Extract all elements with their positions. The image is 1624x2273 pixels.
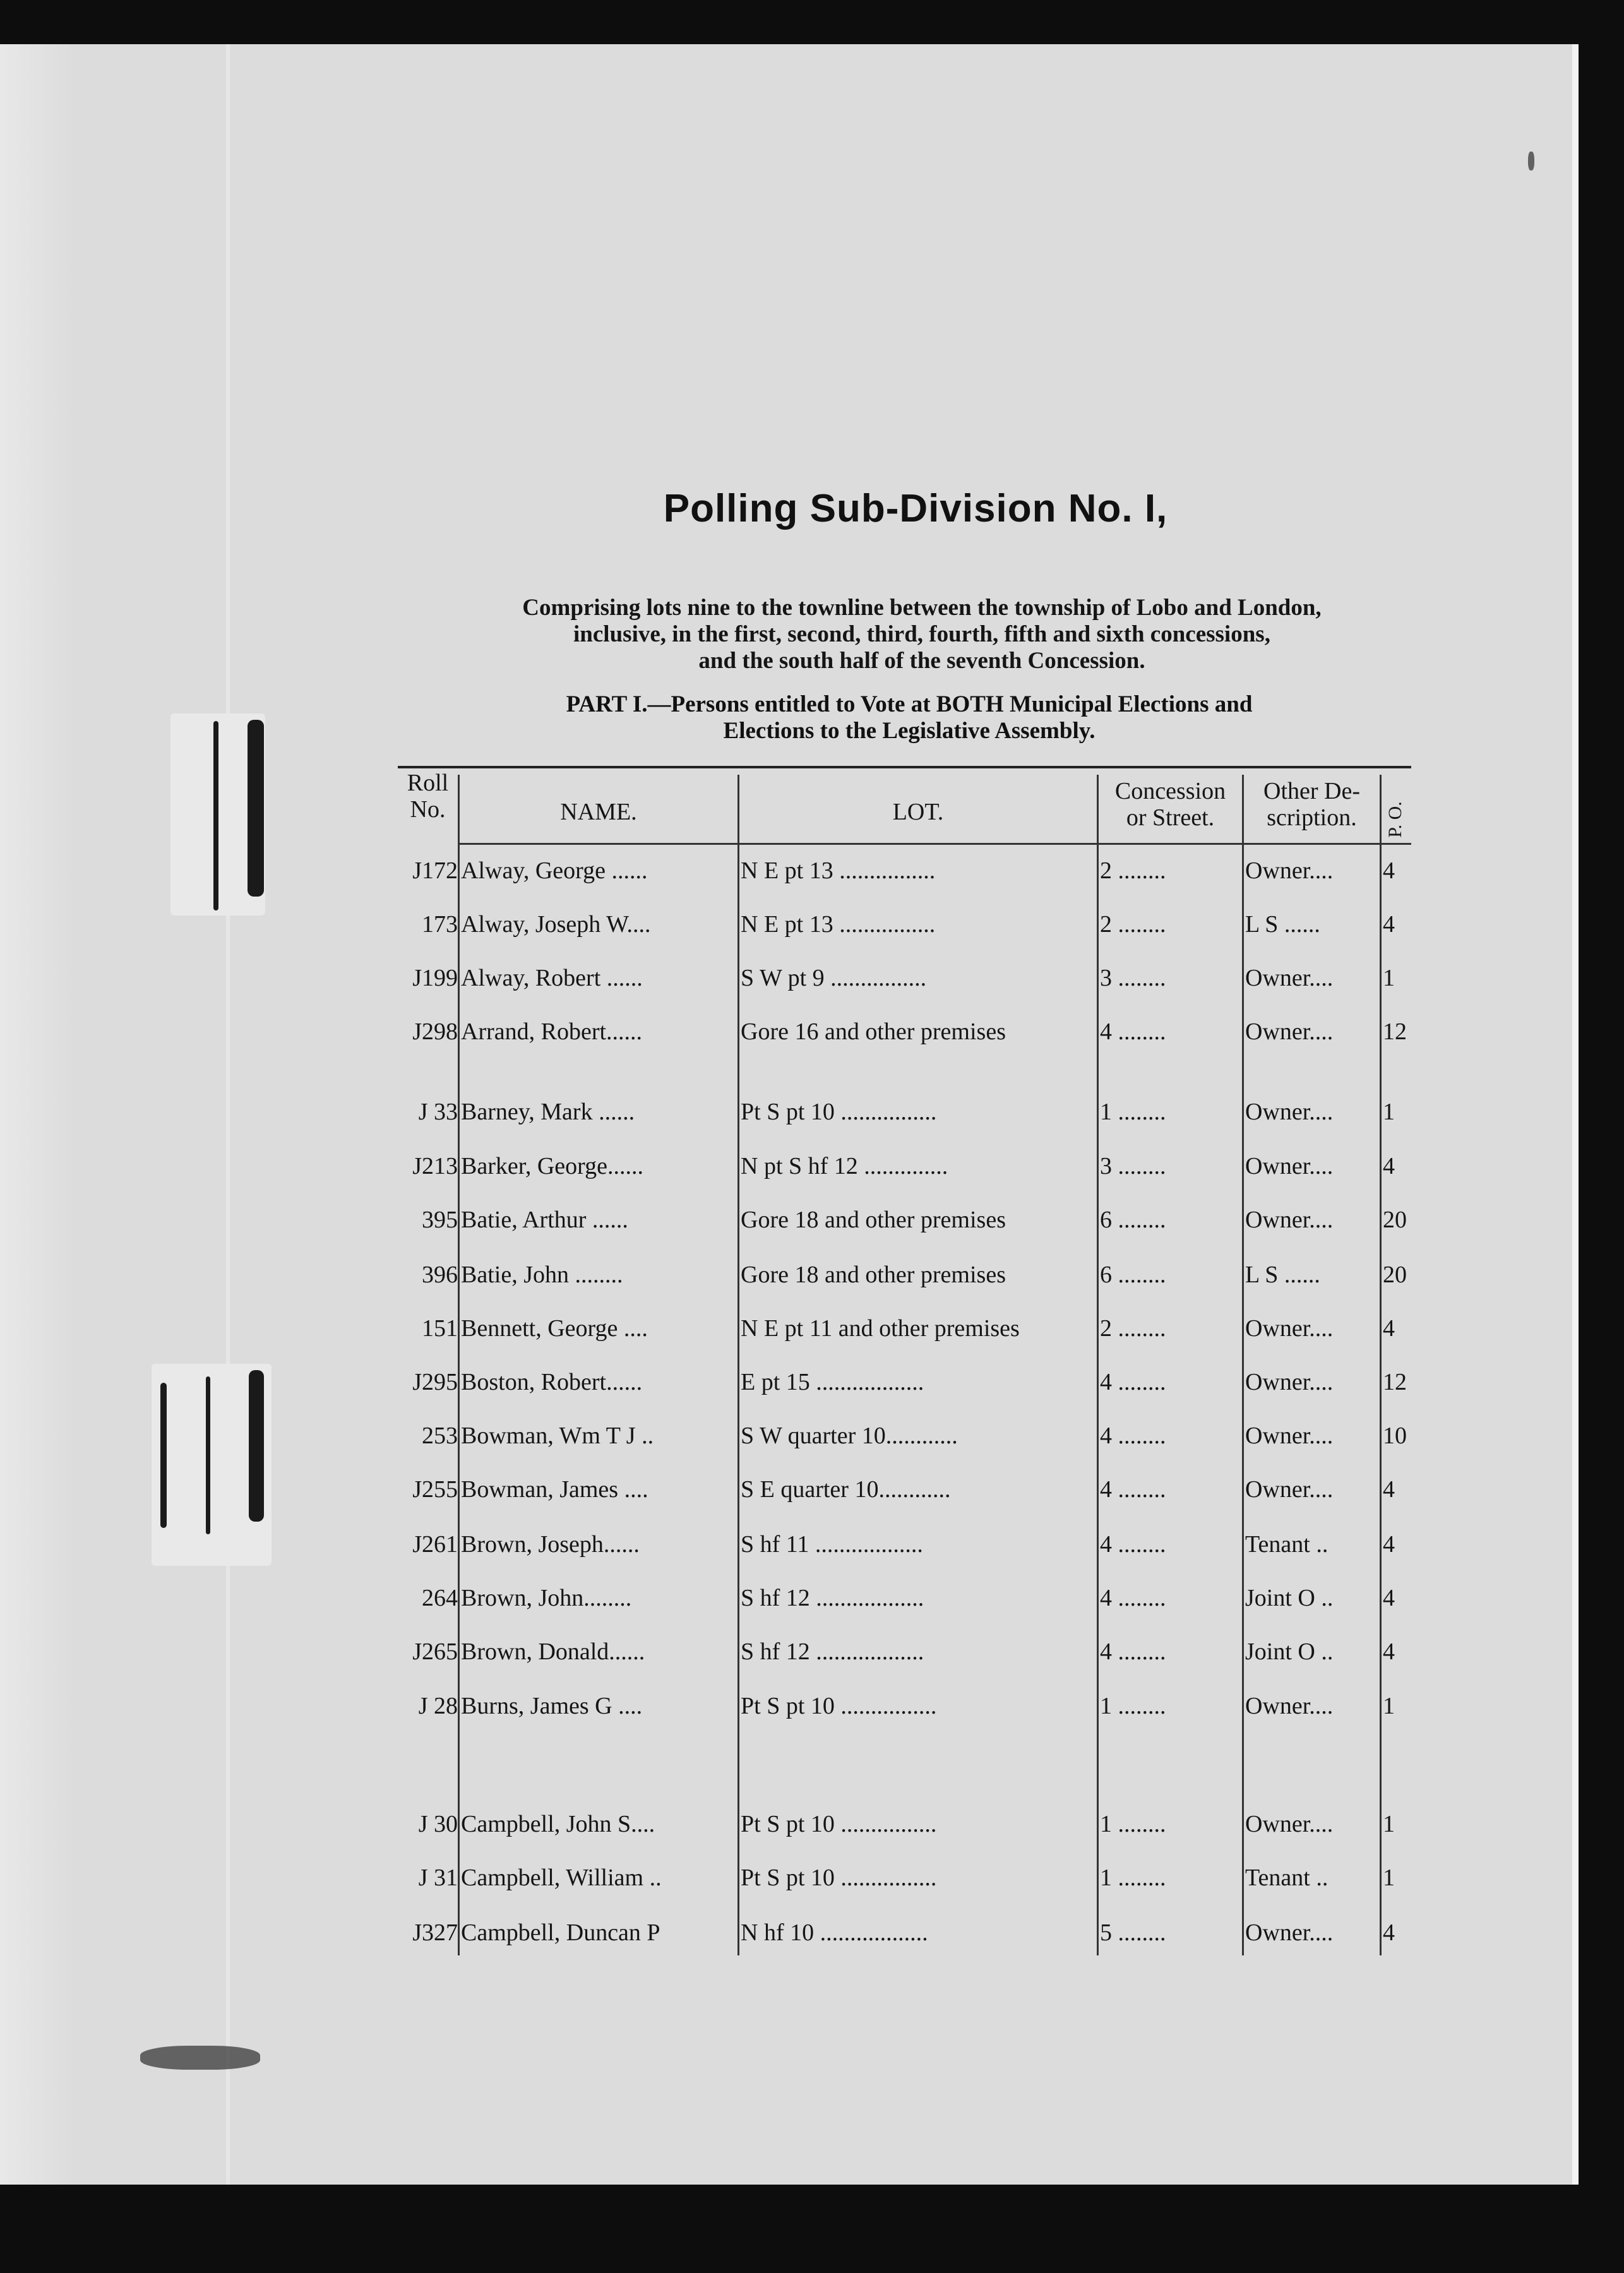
other-description: Joint O .. bbox=[1245, 1638, 1334, 1665]
voter-name: Campbell, William .. bbox=[461, 1864, 662, 1891]
other-description: Owner.... bbox=[1245, 1315, 1334, 1342]
lot: Gore 18 and other premises bbox=[741, 1262, 1006, 1288]
concession: 2 ........ bbox=[1100, 911, 1166, 938]
roll-number: J261 bbox=[412, 1531, 458, 1558]
post-office: 4 bbox=[1383, 1476, 1395, 1503]
voter-name: Boston, Robert...... bbox=[461, 1369, 643, 1395]
concession: 4 ........ bbox=[1100, 1638, 1166, 1665]
header-rule bbox=[458, 843, 1411, 845]
table-row bbox=[398, 1530, 1411, 1562]
concession: 5 ........ bbox=[1100, 1919, 1166, 1946]
other-description: Owner.... bbox=[1245, 1207, 1334, 1233]
lot: N E pt 13 ................ bbox=[741, 857, 936, 884]
roll-number: J172 bbox=[412, 857, 458, 884]
voter-name: Barney, Mark ...... bbox=[461, 1099, 635, 1125]
voter-name: Bowman, Wm T J .. bbox=[461, 1423, 654, 1449]
voter-name: Alway, Joseph W.... bbox=[461, 911, 651, 938]
binding-hole-bottom-left bbox=[160, 1383, 167, 1528]
concession: 1 ........ bbox=[1100, 1864, 1166, 1891]
table-row bbox=[398, 1638, 1411, 1669]
concession: 4 ........ bbox=[1100, 1476, 1166, 1503]
post-office: 4 bbox=[1383, 1315, 1395, 1342]
concession: 3 ........ bbox=[1100, 1153, 1166, 1179]
part-heading-line: PART I.—Persons entitled to Vote at BOTH Municipal Elections and bbox=[566, 691, 1253, 717]
lot: S W quarter 10............ bbox=[741, 1423, 958, 1449]
roll-number: 253 bbox=[422, 1423, 458, 1449]
voter-name: Brown, Joseph...... bbox=[461, 1531, 640, 1558]
table-row bbox=[398, 1368, 1411, 1400]
description-line: and the south half of the seventh Concession. bbox=[698, 648, 1145, 674]
voter-name: Arrand, Robert...... bbox=[461, 1018, 643, 1045]
scanned-page bbox=[0, 44, 1579, 2185]
header-po: P. O. bbox=[1385, 801, 1406, 838]
other-description: Owner.... bbox=[1245, 857, 1334, 884]
concession: 4 ........ bbox=[1100, 1423, 1166, 1449]
voter-list-table bbox=[398, 766, 1411, 1959]
ink-smudge bbox=[140, 2046, 260, 2070]
post-office: 1 bbox=[1383, 1864, 1395, 1891]
roll-number: 264 bbox=[422, 1585, 458, 1611]
table-row bbox=[398, 1261, 1411, 1292]
table-row bbox=[398, 1315, 1411, 1346]
concession: 2 ........ bbox=[1100, 857, 1166, 884]
concession: 6 ........ bbox=[1100, 1262, 1166, 1288]
lot: Pt S pt 10 ................ bbox=[741, 1099, 937, 1125]
header-name: NAME. bbox=[560, 799, 637, 825]
table-row bbox=[398, 1098, 1411, 1130]
voter-name: Campbell, Duncan P bbox=[461, 1919, 660, 1946]
other-description: Tenant .. bbox=[1245, 1531, 1328, 1558]
roll-number: J295 bbox=[412, 1369, 458, 1395]
other-description: Owner.... bbox=[1245, 1919, 1334, 1946]
other-description: Owner.... bbox=[1245, 965, 1334, 991]
roll-number: J327 bbox=[412, 1919, 458, 1946]
roll-number: J 30 bbox=[418, 1811, 458, 1837]
concession: 3 ........ bbox=[1100, 965, 1166, 991]
post-office: 4 bbox=[1383, 857, 1395, 884]
other-description: Tenant .. bbox=[1245, 1864, 1328, 1891]
roll-number: J265 bbox=[412, 1638, 458, 1665]
concession: 1 ........ bbox=[1100, 1099, 1166, 1125]
voter-name: Brown, John........ bbox=[461, 1585, 632, 1611]
lot: N E pt 11 and other premises bbox=[741, 1315, 1020, 1342]
other-description: Joint O .. bbox=[1245, 1585, 1334, 1611]
concession: 4 ........ bbox=[1100, 1531, 1166, 1558]
roll-number: 173 bbox=[422, 911, 458, 938]
roll-number: 151 bbox=[422, 1315, 458, 1342]
table-row bbox=[398, 857, 1411, 888]
voter-name: Brown, Donald...... bbox=[461, 1638, 645, 1665]
description-line: inclusive, in the first, second, third, fourth, fifth and sixth concessions, bbox=[573, 621, 1270, 647]
concession: 6 ........ bbox=[1100, 1207, 1166, 1233]
post-office: 4 bbox=[1383, 1531, 1395, 1558]
other-description: L S ...... bbox=[1245, 1262, 1320, 1288]
voter-name: Alway, George ...... bbox=[461, 857, 648, 884]
table-row bbox=[398, 910, 1411, 942]
column-rule bbox=[458, 775, 460, 1955]
post-office: 4 bbox=[1383, 1919, 1395, 1946]
lot: N E pt 13 ................ bbox=[741, 911, 936, 938]
other-description: Owner.... bbox=[1245, 1153, 1334, 1179]
part-heading bbox=[398, 691, 1421, 744]
roll-number: J255 bbox=[412, 1476, 458, 1503]
header-other-description: Other De- scription. bbox=[1263, 778, 1360, 831]
voter-name: Bennett, George .... bbox=[461, 1315, 648, 1342]
table-row bbox=[398, 1476, 1411, 1507]
header-roll: Roll No. bbox=[407, 770, 449, 823]
table-row bbox=[398, 1864, 1411, 1895]
lot: Pt S pt 10 ................ bbox=[741, 1811, 937, 1837]
table-row bbox=[398, 1018, 1411, 1049]
table-row bbox=[398, 1206, 1411, 1238]
document-description bbox=[379, 595, 1465, 674]
header-lot: LOT. bbox=[892, 799, 944, 825]
other-description: L S ...... bbox=[1245, 911, 1320, 938]
concession: 2 ........ bbox=[1100, 1315, 1166, 1342]
binding-hole-bottom-mid bbox=[206, 1376, 210, 1534]
post-office: 4 bbox=[1383, 1638, 1395, 1665]
lot: Gore 18 and other premises bbox=[741, 1207, 1006, 1233]
concession: 1 ........ bbox=[1100, 1811, 1166, 1837]
post-office: 4 bbox=[1383, 1153, 1395, 1179]
page-fold-line bbox=[226, 44, 230, 2185]
roll-number: 396 bbox=[422, 1262, 458, 1288]
post-office: 10 bbox=[1383, 1423, 1407, 1449]
column-rule bbox=[1242, 775, 1244, 1955]
table-row bbox=[398, 1692, 1411, 1724]
lot: S E quarter 10............ bbox=[741, 1476, 951, 1503]
lot: N pt S hf 12 .............. bbox=[741, 1153, 948, 1179]
post-office: 20 bbox=[1383, 1262, 1407, 1288]
description-line: Comprising lots nine to the townline between the township of Lobo and London, bbox=[522, 595, 1322, 621]
roll-number: 395 bbox=[422, 1207, 458, 1233]
lot: Pt S pt 10 ................ bbox=[741, 1693, 937, 1719]
other-description: Owner.... bbox=[1245, 1476, 1334, 1503]
lot: E pt 15 .................. bbox=[741, 1369, 924, 1395]
ink-mark bbox=[1528, 152, 1534, 170]
post-office: 1 bbox=[1383, 1099, 1395, 1125]
table-row bbox=[398, 1919, 1411, 1950]
table-row bbox=[398, 964, 1411, 996]
column-rule bbox=[1097, 775, 1099, 1955]
lot: Pt S pt 10 ................ bbox=[741, 1864, 937, 1891]
document-title: Polling Sub-Division No. I, bbox=[663, 487, 1168, 530]
concession: 1 ........ bbox=[1100, 1693, 1166, 1719]
post-office: 1 bbox=[1383, 1811, 1395, 1837]
roll-number: J 28 bbox=[418, 1693, 458, 1719]
part-heading-line: Elections to the Legislative Assembly. bbox=[723, 718, 1096, 744]
table-row bbox=[398, 1422, 1411, 1453]
lot: N hf 10 .................. bbox=[741, 1919, 928, 1946]
concession: 4 ........ bbox=[1100, 1369, 1166, 1395]
voter-name: Batie, John ........ bbox=[461, 1262, 623, 1288]
post-office: 1 bbox=[1383, 1693, 1395, 1719]
post-office: 12 bbox=[1383, 1018, 1407, 1045]
voter-name: Burns, James G .... bbox=[461, 1693, 643, 1719]
lot: S hf 11 .................. bbox=[741, 1531, 923, 1558]
lot: S W pt 9 ................ bbox=[741, 965, 927, 991]
other-description: Owner.... bbox=[1245, 1811, 1334, 1837]
lot: Gore 16 and other premises bbox=[741, 1018, 1006, 1045]
binding-hole-top-left bbox=[213, 721, 218, 910]
table-row bbox=[398, 1152, 1411, 1184]
post-office: 12 bbox=[1383, 1369, 1407, 1395]
voter-name: Campbell, John S.... bbox=[461, 1811, 655, 1837]
page-edge-shade bbox=[0, 44, 76, 2185]
post-office: 20 bbox=[1383, 1207, 1407, 1233]
concession: 4 ........ bbox=[1100, 1585, 1166, 1611]
binding-hole-top-right bbox=[248, 720, 264, 897]
other-description: Owner.... bbox=[1245, 1423, 1334, 1449]
table-row bbox=[398, 1584, 1411, 1616]
lot: S hf 12 .................. bbox=[741, 1638, 924, 1665]
roll-number: J199 bbox=[412, 965, 458, 991]
roll-number: J 33 bbox=[418, 1099, 458, 1125]
binding-hole-bottom-right bbox=[249, 1370, 264, 1522]
voter-name: Barker, George...... bbox=[461, 1153, 644, 1179]
table-row bbox=[398, 1810, 1411, 1842]
roll-number: J213 bbox=[412, 1153, 458, 1179]
post-office: 4 bbox=[1383, 1585, 1395, 1611]
lot: S hf 12 .................. bbox=[741, 1585, 924, 1611]
roll-number: J 31 bbox=[418, 1864, 458, 1891]
other-description: Owner.... bbox=[1245, 1099, 1334, 1125]
other-description: Owner.... bbox=[1245, 1369, 1334, 1395]
post-office: 4 bbox=[1383, 911, 1395, 938]
voter-name: Bowman, James .... bbox=[461, 1476, 648, 1503]
other-description: Owner.... bbox=[1245, 1018, 1334, 1045]
concession: 4 ........ bbox=[1100, 1018, 1166, 1045]
post-office: 1 bbox=[1383, 965, 1395, 991]
roll-number: J298 bbox=[412, 1018, 458, 1045]
column-rule bbox=[1380, 775, 1382, 1955]
voter-name: Batie, Arthur ...... bbox=[461, 1207, 628, 1233]
voter-name: Alway, Robert ...... bbox=[461, 965, 643, 991]
other-description: Owner.... bbox=[1245, 1693, 1334, 1719]
column-rule bbox=[737, 775, 739, 1955]
header-concession: Concession or Street. bbox=[1114, 778, 1226, 831]
